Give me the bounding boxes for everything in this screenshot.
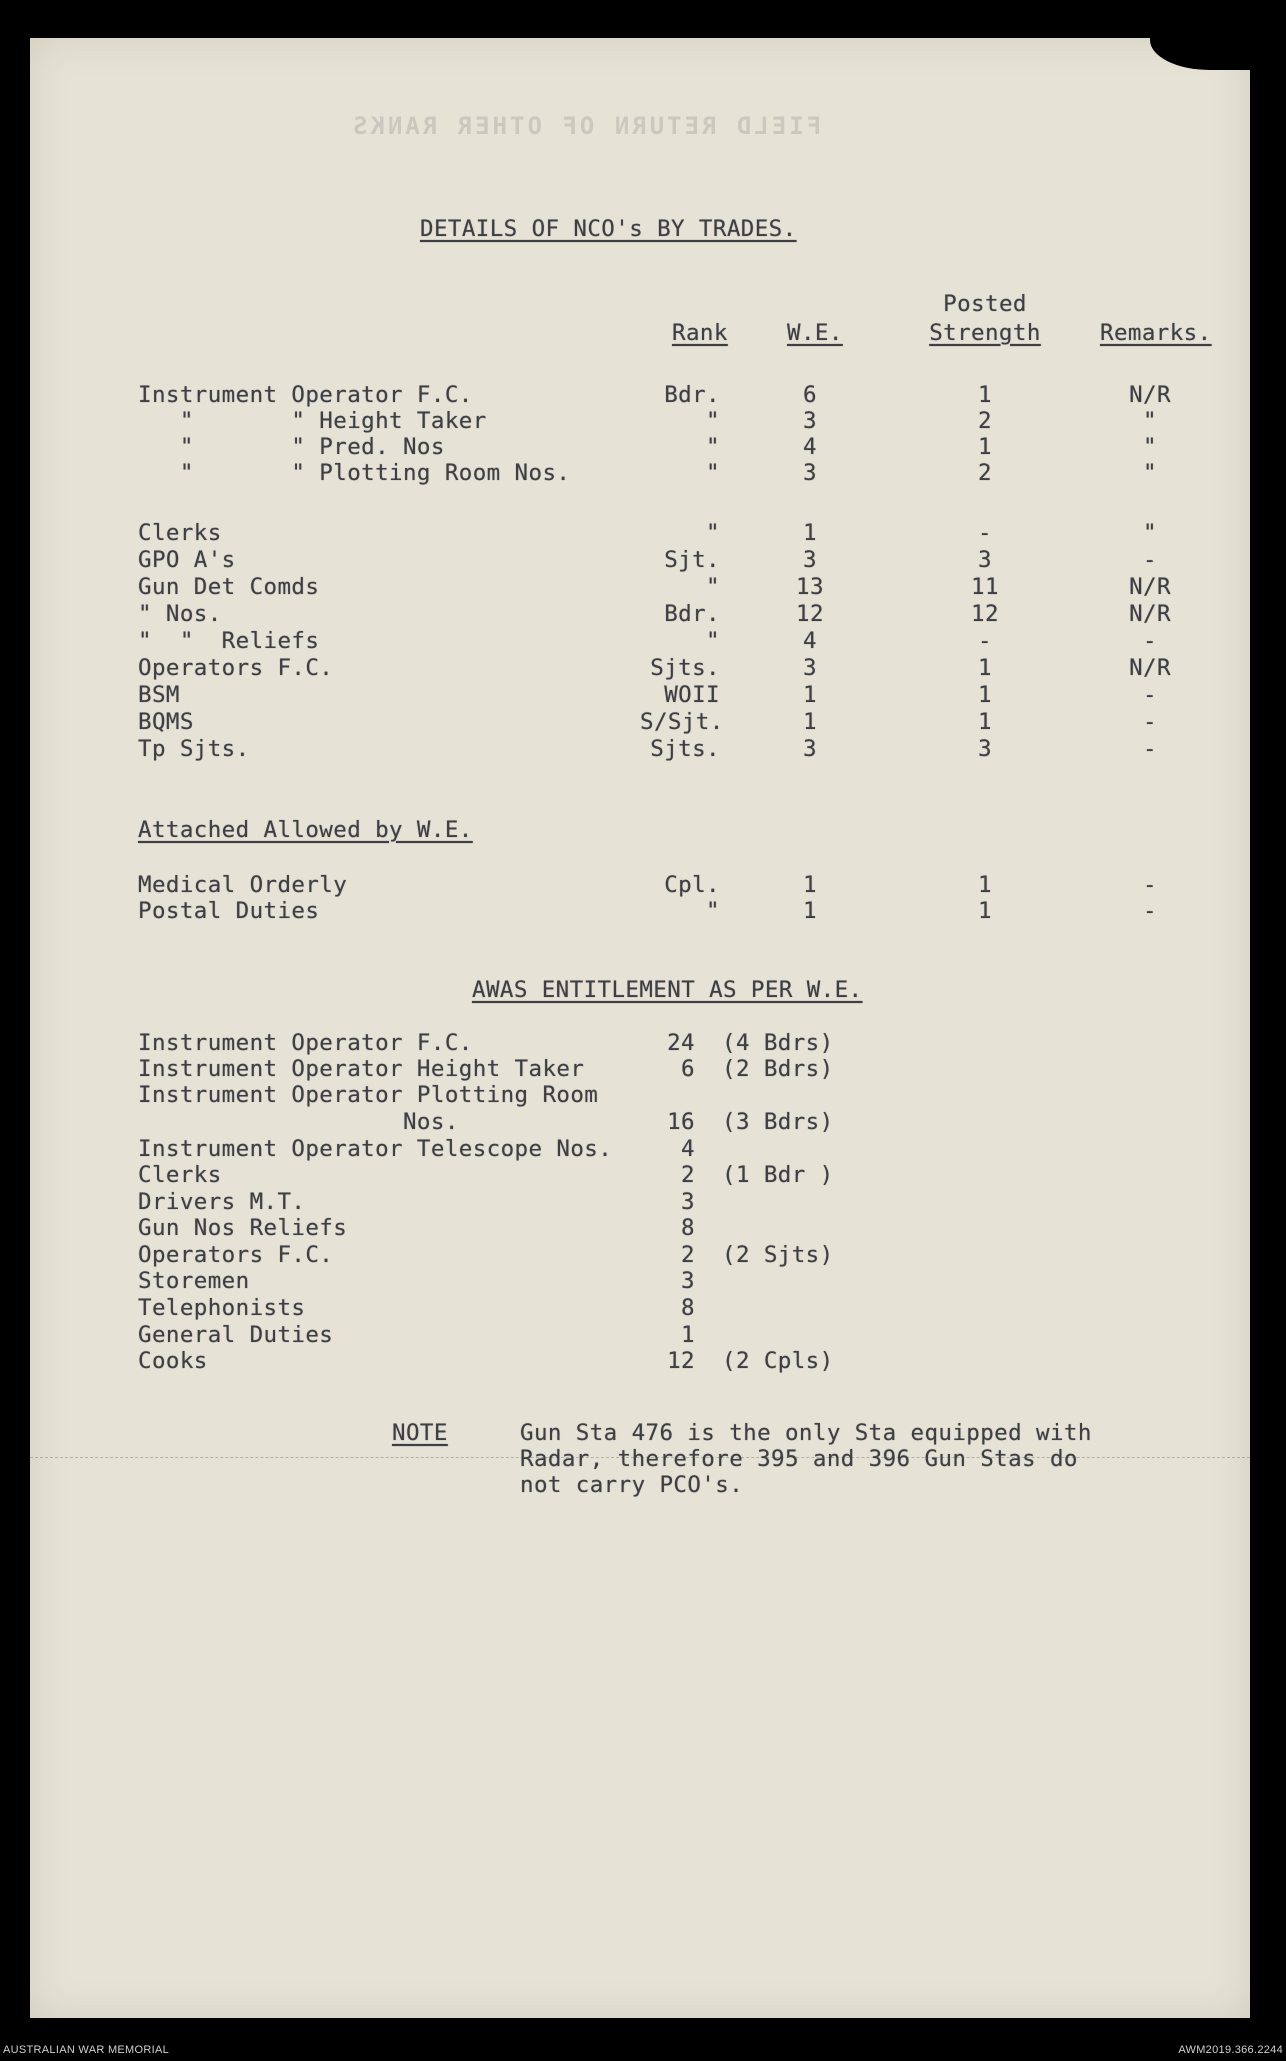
trade-name: Gun Det Comds [138, 574, 320, 600]
trade-rank: Bdr. [664, 382, 720, 408]
trade-remarks: " [1143, 408, 1157, 434]
awas-title: AWAS ENTITLEMENT AS PER W.E. [472, 977, 863, 1003]
trade-name: Operators F.C. [138, 655, 334, 681]
awas-trade: Gun Nos Reliefs [138, 1215, 348, 1241]
header-strength: Strength [929, 320, 1041, 346]
awas-trade: Instrument Operator F.C. [138, 1030, 473, 1056]
trade-we: 6 [803, 382, 817, 408]
awas-trade: Operators F.C. [138, 1242, 334, 1268]
trade-name: " " Reliefs [138, 628, 320, 654]
document-page [30, 38, 1250, 2018]
footer-accession: AWM2019.366.2244 [1178, 2044, 1283, 2056]
awas-trade: General Duties [138, 1322, 334, 1348]
awas-trade: Storemen [138, 1268, 250, 1294]
trade-posted: - [978, 628, 992, 654]
awas-trade: Cooks [138, 1348, 208, 1374]
trade-posted: 1 [978, 709, 992, 735]
awas-qty: 16 [667, 1109, 695, 1135]
awas-trade: Telephonists [138, 1295, 306, 1321]
trade-remarks: " [1143, 520, 1157, 546]
awas-trade: Drivers M.T. [138, 1189, 306, 1215]
awas-trade: Instrument Operator Height Taker [138, 1056, 585, 1082]
trade-name: BSM [138, 682, 180, 708]
trade-rank: Sjts. [650, 655, 720, 681]
awas-qty: 12 [667, 1348, 695, 1374]
trade-remarks: N/R [1129, 601, 1171, 627]
trade-remarks: N/R [1129, 574, 1171, 600]
trade-name: " " Pred. Nos [138, 434, 445, 460]
trade-posted: 1 [978, 682, 992, 708]
attached-remarks: - [1143, 872, 1157, 898]
awas-note: (1 Bdr ) [722, 1162, 834, 1188]
trade-posted: 2 [978, 460, 992, 486]
trade-posted: 1 [978, 382, 992, 408]
trade-name: Tp Sjts. [138, 736, 250, 762]
header-we: W.E. [787, 320, 843, 346]
attached-we: 1 [803, 898, 817, 924]
trade-remarks: N/R [1129, 382, 1171, 408]
trade-rank: Bdr. [664, 601, 720, 627]
trade-rank: " [706, 628, 720, 654]
awas-qty: 24 [667, 1030, 695, 1056]
awas-note: (2 Bdrs) [722, 1056, 834, 1082]
awas-note: (2 Sjts) [722, 1242, 834, 1268]
trade-we: 3 [803, 547, 817, 573]
note-label: NOTE [392, 1420, 448, 1446]
trade-we: 4 [803, 628, 817, 654]
header-posted: Posted [943, 291, 1027, 317]
awas-qty: 3 [681, 1189, 695, 1215]
trade-name: Clerks [138, 520, 222, 546]
awas-trade: Instrument Operator Plotting Room [138, 1082, 599, 1108]
trade-we: 3 [803, 655, 817, 681]
attached-rank: Cpl. [664, 872, 720, 898]
trade-name: Instrument Operator F.C. [138, 382, 473, 408]
attached-posted: 1 [978, 872, 992, 898]
trade-we: 3 [803, 736, 817, 762]
awas-note: (4 Bdrs) [722, 1030, 834, 1056]
trade-posted: 1 [978, 655, 992, 681]
trade-we: 3 [803, 460, 817, 486]
show-through-text: FIELD RETURN OF OTHER RANKS [350, 112, 822, 140]
attached-rank: " [706, 898, 720, 924]
trade-name: " Nos. [138, 601, 222, 627]
trade-posted: 1 [978, 434, 992, 460]
awas-qty: 6 [681, 1056, 695, 1082]
trade-we: 4 [803, 434, 817, 460]
trade-posted: 3 [978, 736, 992, 762]
trade-rank: S/Sjt. [640, 709, 724, 735]
trade-we: 1 [803, 709, 817, 735]
awas-qty: 8 [681, 1295, 695, 1321]
trade-rank: Sjts. [650, 736, 720, 762]
trade-remarks: " [1143, 434, 1157, 460]
attached-we: 1 [803, 872, 817, 898]
attached-posted: 1 [978, 898, 992, 924]
header-rank: Rank [672, 320, 728, 346]
trade-posted: 11 [971, 574, 999, 600]
trade-rank: Sjt. [664, 547, 720, 573]
footer-credit: AUSTRALIAN WAR MEMORIAL [3, 2044, 170, 2056]
trade-posted: - [978, 520, 992, 546]
awas-trade: Nos. [138, 1109, 459, 1135]
trade-remarks: - [1143, 547, 1157, 573]
trade-remarks: - [1143, 628, 1157, 654]
header-remarks: Remarks. [1100, 320, 1212, 346]
document-title: DETAILS OF NCO's BY TRADES. [420, 216, 797, 242]
attached-remarks: - [1143, 898, 1157, 924]
awas-qty: 3 [681, 1268, 695, 1294]
awas-qty: 2 [681, 1242, 695, 1268]
awas-note: (2 Cpls) [722, 1348, 834, 1374]
awas-trade: Instrument Operator Telescope Nos. [138, 1136, 613, 1162]
trade-name: " " Height Taker [138, 408, 487, 434]
trade-posted: 12 [971, 601, 999, 627]
trade-rank: " [706, 574, 720, 600]
note-line: Gun Sta 476 is the only Sta equipped with [520, 1420, 1092, 1446]
trade-we: 3 [803, 408, 817, 434]
trade-we: 1 [803, 682, 817, 708]
trade-remarks: - [1143, 709, 1157, 735]
trade-rank: " [706, 434, 720, 460]
trade-we: 13 [796, 574, 824, 600]
awas-qty: 2 [681, 1162, 695, 1188]
trade-remarks: N/R [1129, 655, 1171, 681]
trade-rank: " [706, 408, 720, 434]
awas-qty: 8 [681, 1215, 695, 1241]
trade-we: 12 [796, 601, 824, 627]
note-line: Radar, therefore 395 and 396 Gun Stas do [520, 1446, 1078, 1472]
trade-we: 1 [803, 520, 817, 546]
trade-name: " " Plotting Room Nos. [138, 460, 571, 486]
trade-remarks: - [1143, 736, 1157, 762]
trade-remarks: " [1143, 460, 1157, 486]
trade-name: GPO A's [138, 547, 236, 573]
awas-note: (3 Bdrs) [722, 1109, 834, 1135]
attached-name: Medical Orderly [138, 872, 348, 898]
trade-rank: " [706, 460, 720, 486]
awas-qty: 1 [681, 1322, 695, 1348]
trade-name: BQMS [138, 709, 194, 735]
note-line: not carry PCO's. [520, 1472, 744, 1498]
trade-remarks: - [1143, 682, 1157, 708]
trade-rank: WOII [664, 682, 720, 708]
awas-trade: Clerks [138, 1162, 222, 1188]
trade-rank: " [706, 520, 720, 546]
trade-posted: 3 [978, 547, 992, 573]
attached-title: Attached Allowed by W.E. [138, 817, 473, 843]
attached-name: Postal Duties [138, 898, 320, 924]
awas-qty: 4 [681, 1136, 695, 1162]
trade-posted: 2 [978, 408, 992, 434]
